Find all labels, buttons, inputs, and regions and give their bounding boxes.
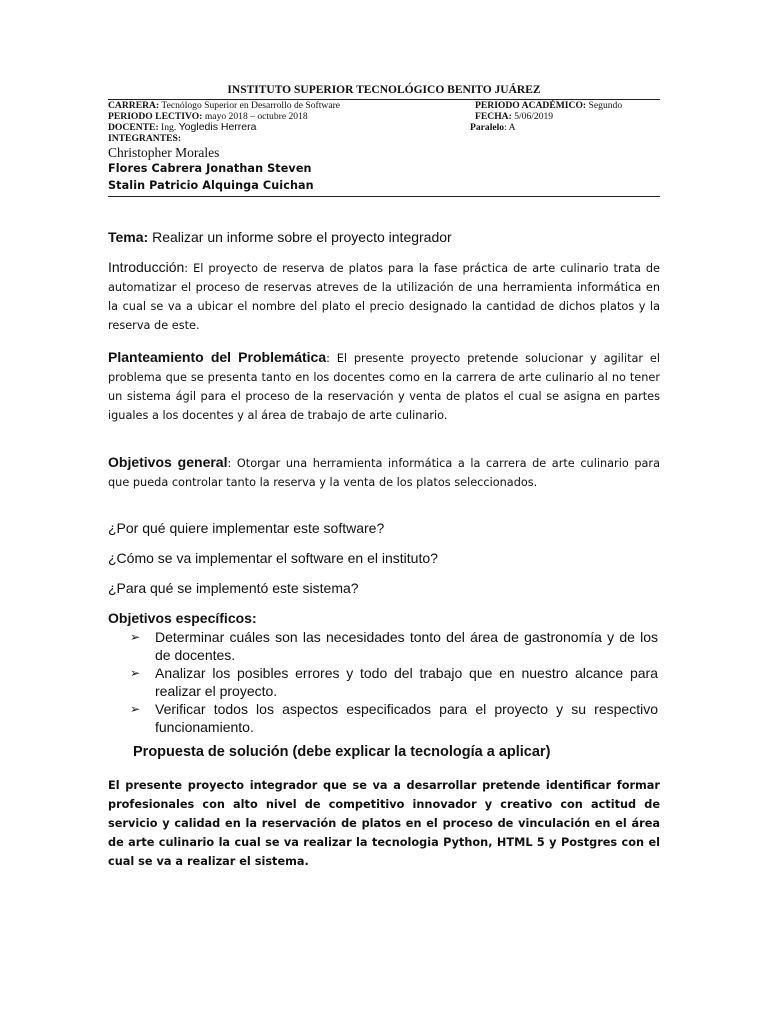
docente-prefix: Ing. <box>161 122 177 133</box>
member-1: Christopher Morales <box>108 145 220 160</box>
paralelo-row <box>470 122 516 133</box>
fecha-row <box>475 111 553 122</box>
objetivo-especifico-3: Verificar todos los aspectos especificados para el proyecto y su respectivo funcionamiento. <box>155 701 658 735</box>
list-item <box>130 628 658 664</box>
introduccion-text: : El proyecto de reserva de platos para la fase práctica de arte culinario trata de automatizar el proceso de reservas atreves de la utilización de una herramienta informática en la cual se va a ubicar el nombre del plato el precio designado la cantidad de dichos platos y la reserva de este. <box>108 262 660 332</box>
list-item <box>130 700 658 736</box>
planteamiento-label: Planteamiento del Problemática <box>108 349 327 365</box>
tema-label: Tema: <box>108 229 149 245</box>
question-3: ¿Para qué se implementó este sistema? <box>108 580 359 596</box>
question-1: ¿Por qué quiere implementar este software? <box>108 520 385 536</box>
periodo-academico-label: PERIODO ACADÉMICO: <box>475 100 587 111</box>
planteamiento-paragraph <box>108 348 660 425</box>
integrantes-label: INTEGRANTES: <box>108 133 182 144</box>
paralelo-label: Paralelo <box>470 122 505 133</box>
objetivo-especifico-1: Determinar cuáles son las necesidades tonto del área de gastronomía y de los de docentes. <box>155 629 658 663</box>
periodo-lectivo-label: PERIODO LECTIVO: <box>108 111 203 122</box>
propuesta-heading: Propuesta de solución (debe explicar la tecnología a aplicar) <box>133 744 551 760</box>
fecha-value: 5/06/2019 <box>514 111 554 122</box>
arrow-bullet-icon: ➢ <box>130 666 141 680</box>
periodo-lectivo-value: mayo 2018 – octubre 2018 <box>204 111 308 122</box>
objetivo-general-text: : Otorgar una herramienta informática a la carrera de arte culinario para que pueda controlar tanto la reserva y la venta de los platos seleccionados. <box>108 457 661 489</box>
list-item <box>130 664 658 700</box>
arrow-bullet-icon: ➢ <box>130 630 141 644</box>
institution-title: INSTITUTO SUPERIOR TECNOLÓGICO BENITO JUÁREZ <box>227 84 541 96</box>
docente-row <box>108 122 256 133</box>
objetivo-especifico-2: Analizar los posibles errores y todo del trabajo que en nuestro alcance para realizar el proyecto. <box>155 665 658 699</box>
objetivo-general-paragraph <box>108 453 660 492</box>
member-2: Flores Cabrera Jonathan Steven <box>108 162 312 175</box>
introduccion-label: Introducción <box>108 259 185 275</box>
periodo-academico-row <box>475 100 622 111</box>
arrow-bullet-icon: ➢ <box>130 702 141 716</box>
tema-line <box>108 229 660 245</box>
carrera-label: CARRERA: <box>108 100 160 111</box>
tema-text: Realizar un informe sobre el proyecto integrador <box>152 229 452 245</box>
propuesta-paragraph: El presente proyecto integrador que se va a desarrollar pretende identificar formar profesionales con alto nivel de competitivo innovador y creativo con actitud de servicio y calidad en la reservación de platos en el proceso de vinculación en el área de arte culinario la cual se va realizar la tecnologia Python, HTML 5 y Postgres con el cual se va a realizar el sistema. <box>108 779 660 868</box>
docente-label: DOCENTE: <box>108 122 159 133</box>
question-2: ¿Cómo se va implementar el software en el instituto? <box>108 550 438 566</box>
header-bottom-rule <box>108 196 660 197</box>
introduccion-paragraph <box>108 258 660 335</box>
periodo-academico-value: Segundo <box>588 100 623 111</box>
docente-value: Yogledis Herrera <box>178 121 257 133</box>
fecha-label: FECHA: <box>475 111 512 122</box>
carrera-value: Tecnólogo Superior en Desarrollo de Software <box>161 100 341 111</box>
objetivos-especificos-list <box>130 628 658 736</box>
objetivo-general-label: Objetivos general <box>108 454 228 470</box>
carrera-row <box>108 100 340 111</box>
planteamiento-text: : El presente proyecto pretende solucionar y agilitar el problema que se presenta tanto en los docentes como en la carrera de arte culinario al no tener un sistema ágil para el proceso de la reservación y venta de platos el cual se asigna en partes iguales a los docentes y al área de trabajo de arte culinario. <box>108 352 660 422</box>
integrantes-row <box>108 133 181 144</box>
paralelo-value: : A <box>504 122 516 133</box>
objetivos-especificos-heading: Objetivos específicos: <box>108 610 257 626</box>
member-3: Stalin Patricio Alquinga Cuichan <box>108 179 314 192</box>
